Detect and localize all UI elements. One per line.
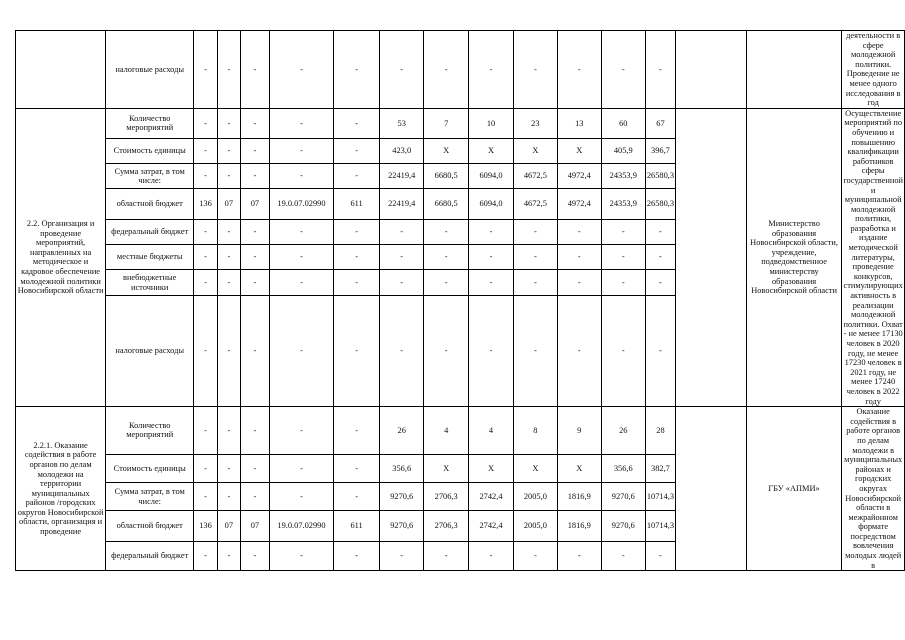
value-cell: -	[334, 219, 380, 244]
value-cell: -	[645, 296, 675, 407]
value-cell: 9	[557, 407, 601, 455]
value-cell: -	[601, 244, 645, 269]
value-cell: -	[194, 541, 218, 570]
value-cell: -	[469, 219, 514, 244]
value-cell: -	[194, 454, 218, 482]
value-cell: 2742,4	[469, 511, 514, 542]
value-cell: -	[269, 219, 333, 244]
value-cell: -	[601, 31, 645, 109]
spacer-cell	[676, 108, 747, 406]
value-cell: 67	[645, 108, 675, 138]
value-cell: -	[424, 244, 469, 269]
value-cell: 4972,4	[557, 164, 601, 189]
value-cell: -	[334, 138, 380, 163]
value-cell: 136	[194, 511, 218, 542]
value-cell: -	[424, 219, 469, 244]
value-cell: 24353,9	[601, 164, 645, 189]
value-cell: -	[194, 108, 218, 138]
value-cell: -	[269, 296, 333, 407]
value-cell: -	[424, 296, 469, 407]
value-cell: X	[469, 138, 514, 163]
value-cell: 10714,3	[645, 511, 675, 542]
value-cell: -	[217, 108, 240, 138]
value-cell: -	[334, 31, 380, 109]
indicator-cell: Стоимость единицы	[106, 454, 194, 482]
value-cell: 26580,3	[645, 164, 675, 189]
value-cell: 07	[240, 189, 269, 219]
value-cell: 19.0.07.02990	[269, 511, 333, 542]
value-cell: X	[513, 454, 557, 482]
value-cell: 53	[380, 108, 424, 138]
value-cell: 2005,0	[513, 511, 557, 542]
value-cell: X	[469, 454, 514, 482]
value-cell: -	[217, 541, 240, 570]
indicator-cell: областной бюджет	[106, 189, 194, 219]
value-cell: -	[513, 219, 557, 244]
value-cell: 9270,6	[601, 511, 645, 542]
value-cell: 9270,6	[380, 482, 424, 510]
table-row	[16, 407, 905, 455]
value-cell: 13	[557, 108, 601, 138]
value-cell: -	[334, 296, 380, 407]
value-cell: -	[269, 482, 333, 510]
value-cell: -	[269, 454, 333, 482]
indicator-cell: федеральный бюджет	[106, 541, 194, 570]
value-cell: -	[645, 270, 675, 296]
value-cell: -	[334, 244, 380, 269]
value-cell: -	[194, 270, 218, 296]
value-cell: 2742,4	[469, 482, 514, 510]
value-cell: 10714,3	[645, 482, 675, 510]
value-cell: -	[513, 31, 557, 109]
value-cell: -	[557, 270, 601, 296]
value-cell: 2005,0	[513, 482, 557, 510]
indicator-cell: федеральный бюджет	[106, 219, 194, 244]
value-cell: 356,6	[601, 454, 645, 482]
value-cell: -	[513, 541, 557, 570]
table-row	[16, 31, 905, 109]
value-cell: -	[269, 244, 333, 269]
value-cell: 6094,0	[469, 189, 514, 219]
value-cell: 26580,3	[645, 189, 675, 219]
value-cell: 2706,3	[424, 482, 469, 510]
indicator-cell: Количество мероприятий	[106, 407, 194, 455]
value-cell: X	[557, 138, 601, 163]
value-cell: -	[217, 296, 240, 407]
expected-result-cell: Оказание содействия в работе органов по делам молодежи в муниципальных районах и городских округах Новосибирской области в межрайонном формате посредством вовлечения молодых людей в	[842, 407, 905, 571]
indicator-cell: внебюджетные источники	[106, 270, 194, 296]
value-cell: -	[269, 407, 333, 455]
value-cell: X	[557, 454, 601, 482]
value-cell: -	[601, 219, 645, 244]
value-cell: 10	[469, 108, 514, 138]
value-cell: 4	[469, 407, 514, 455]
value-cell: -	[469, 31, 514, 109]
value-cell: -	[217, 219, 240, 244]
value-cell: 423,0	[380, 138, 424, 163]
value-cell: -	[645, 219, 675, 244]
value-cell: -	[269, 541, 333, 570]
value-cell: -	[645, 541, 675, 570]
value-cell: -	[513, 244, 557, 269]
value-cell: -	[240, 270, 269, 296]
value-cell: -	[217, 138, 240, 163]
value-cell: -	[513, 296, 557, 407]
value-cell: -	[217, 407, 240, 455]
indicator-cell: Сумма затрат, в том числе:	[106, 164, 194, 189]
table-row	[16, 108, 905, 138]
value-cell: 07	[217, 189, 240, 219]
value-cell: -	[601, 541, 645, 570]
value-cell: -	[194, 482, 218, 510]
expected-result-cell: деятельности в сфере молодежной политики. Проведение не менее одного исследования в год	[842, 31, 905, 109]
executor-cell	[746, 31, 841, 109]
value-cell: 9270,6	[601, 482, 645, 510]
value-cell: 1816,9	[557, 511, 601, 542]
value-cell: -	[513, 270, 557, 296]
value-cell: -	[469, 296, 514, 407]
value-cell: -	[380, 296, 424, 407]
value-cell: 60	[601, 108, 645, 138]
value-cell: 611	[334, 511, 380, 542]
value-cell: -	[380, 541, 424, 570]
indicator-cell: местные бюджеты	[106, 244, 194, 269]
executor-cell: ГБУ «АПМИ»	[746, 407, 841, 571]
value-cell: -	[645, 31, 675, 109]
activity-name-cell	[16, 31, 106, 109]
value-cell: 8	[513, 407, 557, 455]
value-cell: -	[469, 541, 514, 570]
value-cell: 07	[217, 511, 240, 542]
value-cell: X	[424, 138, 469, 163]
value-cell: 24353,9	[601, 189, 645, 219]
indicator-cell: налоговые расходы	[106, 31, 194, 109]
value-cell: 382,7	[645, 454, 675, 482]
value-cell: -	[557, 219, 601, 244]
value-cell: -	[194, 407, 218, 455]
indicator-cell: областной бюджет	[106, 511, 194, 542]
value-cell: -	[194, 138, 218, 163]
value-cell: 23	[513, 108, 557, 138]
value-cell: 2706,3	[424, 511, 469, 542]
value-cell: -	[217, 31, 240, 109]
value-cell: -	[380, 31, 424, 109]
value-cell: 4672,5	[513, 189, 557, 219]
value-cell: -	[269, 31, 333, 109]
activity-name-cell: 2.2. Организация и проведение мероприятий, направленных на методическое и кадровое обеспечение молодежной политики Новосибирской области	[16, 108, 106, 406]
value-cell: -	[217, 164, 240, 189]
indicator-cell: Сумма затрат, в том числе:	[106, 482, 194, 510]
value-cell: 22419,4	[380, 189, 424, 219]
value-cell: -	[240, 296, 269, 407]
value-cell: -	[334, 270, 380, 296]
value-cell: -	[240, 219, 269, 244]
value-cell: -	[334, 482, 380, 510]
executor-cell: Министерство образования Новосибирской области, учреждение, подведомственное министерству образования Новосибирской области	[746, 108, 841, 406]
value-cell: 07	[240, 511, 269, 542]
value-cell: -	[240, 454, 269, 482]
value-cell: 22419,4	[380, 164, 424, 189]
value-cell: -	[269, 164, 333, 189]
value-cell: -	[334, 541, 380, 570]
value-cell: 6680,5	[424, 189, 469, 219]
value-cell: 356,6	[380, 454, 424, 482]
value-cell: -	[334, 454, 380, 482]
value-cell: -	[217, 454, 240, 482]
value-cell: -	[469, 270, 514, 296]
value-cell: -	[217, 244, 240, 269]
value-cell: -	[240, 244, 269, 269]
activity-name-cell: 2.2.1. Оказание содействия в работе органов по делам молодежи на территории муниципальных районов /городских округов Новосибирской области, организация и проведение	[16, 407, 106, 571]
value-cell: -	[601, 296, 645, 407]
value-cell: 6094,0	[469, 164, 514, 189]
value-cell: 136	[194, 189, 218, 219]
value-cell: -	[194, 219, 218, 244]
indicator-cell: налоговые расходы	[106, 296, 194, 407]
program-table	[15, 30, 905, 571]
value-cell: -	[240, 541, 269, 570]
value-cell: 4	[424, 407, 469, 455]
value-cell: 396,7	[645, 138, 675, 163]
value-cell: -	[240, 31, 269, 109]
value-cell: -	[240, 407, 269, 455]
expected-result-cell: Осуществление мероприятий по обучению и повышению квалификации работников сферы государственной и муниципальной молодежной политики, разработка и издание методической литературы, проведение конкурсов, стимулирующих активность в реализации молодежной политики. Охват - не менее 17130 человек в 2020 году, не менее 17230 человек в 2021 году, не менее 17240 человек в 2022 году	[843, 108, 903, 406]
value-cell: 1816,9	[557, 482, 601, 510]
value-cell: 4672,5	[513, 164, 557, 189]
value-cell: -	[194, 244, 218, 269]
value-cell: -	[469, 244, 514, 269]
value-cell: 7	[424, 108, 469, 138]
value-cell: -	[269, 138, 333, 163]
value-cell: -	[269, 270, 333, 296]
value-cell: 405,9	[601, 138, 645, 163]
indicator-cell: Стоимость единицы	[106, 138, 194, 163]
value-cell: X	[424, 454, 469, 482]
value-cell: -	[557, 296, 601, 407]
value-cell: -	[334, 407, 380, 455]
value-cell: -	[380, 270, 424, 296]
value-cell: -	[380, 244, 424, 269]
value-cell: -	[240, 108, 269, 138]
value-cell: -	[334, 164, 380, 189]
value-cell: -	[217, 482, 240, 510]
value-cell: -	[601, 270, 645, 296]
value-cell: 26	[601, 407, 645, 455]
value-cell: -	[194, 31, 218, 109]
value-cell: -	[240, 164, 269, 189]
value-cell: 4972,4	[557, 189, 601, 219]
value-cell: -	[194, 296, 218, 407]
value-cell: X	[513, 138, 557, 163]
value-cell: 611	[334, 189, 380, 219]
spacer-cell	[676, 31, 747, 109]
value-cell: 6680,5	[424, 164, 469, 189]
indicator-cell: Количество мероприятий	[106, 108, 194, 138]
value-cell: -	[269, 108, 333, 138]
value-cell: -	[194, 164, 218, 189]
value-cell: -	[240, 482, 269, 510]
value-cell: -	[240, 138, 269, 163]
spacer-cell	[676, 407, 747, 571]
value-cell: -	[380, 219, 424, 244]
value-cell: -	[217, 270, 240, 296]
value-cell: -	[645, 244, 675, 269]
value-cell: -	[557, 541, 601, 570]
table-body	[16, 31, 905, 571]
value-cell: -	[334, 108, 380, 138]
value-cell: -	[424, 541, 469, 570]
value-cell: -	[424, 270, 469, 296]
value-cell: 28	[645, 407, 675, 455]
value-cell: -	[557, 31, 601, 109]
value-cell: 19.0.07.02990	[269, 189, 333, 219]
value-cell: 26	[380, 407, 424, 455]
value-cell: 9270,6	[380, 511, 424, 542]
value-cell: -	[424, 31, 469, 109]
value-cell: -	[557, 244, 601, 269]
